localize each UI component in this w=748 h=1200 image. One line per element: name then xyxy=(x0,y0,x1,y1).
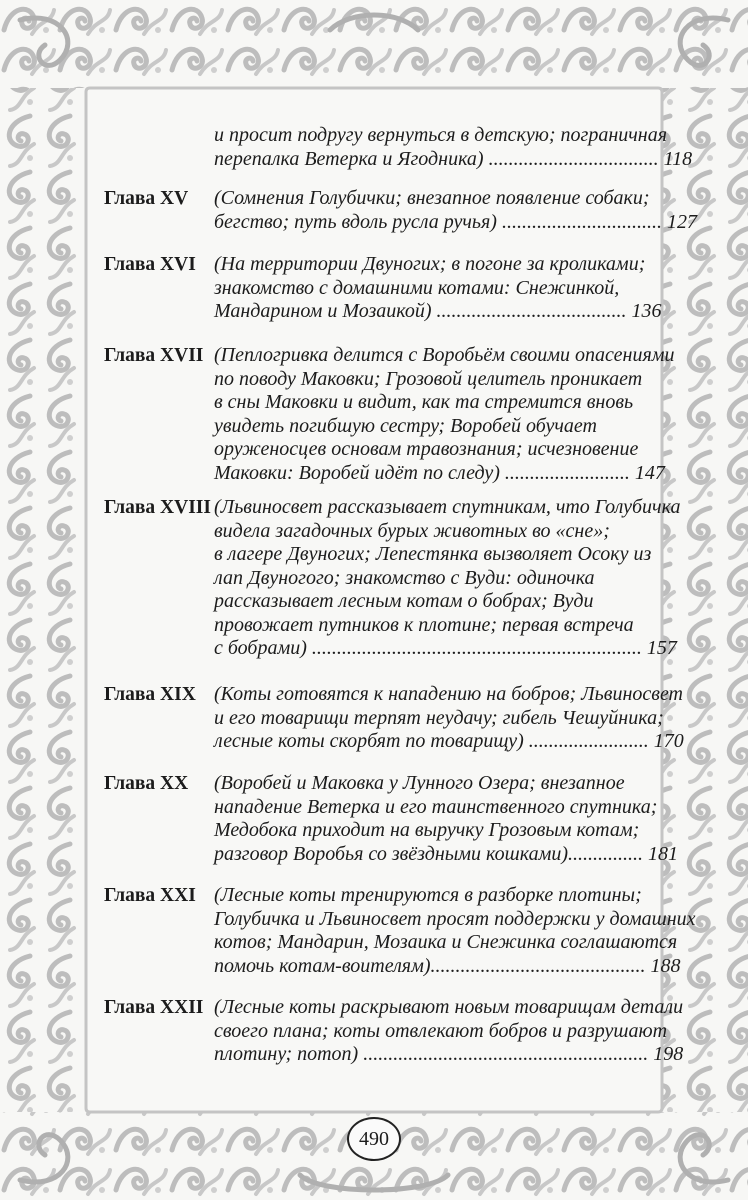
summary-line: оруженосцев основам травознания; исчезновение xyxy=(214,438,639,460)
chapter-label: Глава XXI xyxy=(104,885,196,906)
summary-line: (Лесные коты тренируются в разборке плотины; xyxy=(214,884,642,906)
chapter-summary xyxy=(214,772,679,866)
summary-line: лап Двуногого; знакомство с Вуди: одиночка xyxy=(214,566,595,589)
summary-line: Мандарином и Мозаикой) ...................................... 136 xyxy=(214,300,662,322)
summary-line: (На территории Двуногих; в погоне за кроликами; xyxy=(214,253,646,275)
summary-line: нападение Ветерка и его таинственного спутника; xyxy=(214,795,658,818)
chapter-summary xyxy=(214,996,684,1067)
chapter-label: Глава XV xyxy=(104,188,189,209)
summary-line: (Львиносвет рассказывает спутникам, что Голубичка xyxy=(214,496,681,518)
chapter-label: Глава XVI xyxy=(104,254,196,275)
summary-line: рассказывает лесным котам о бобрах; Вуди xyxy=(214,590,594,612)
summary-line: (Воробей и Маковка у Лунного Озера; внезапное xyxy=(214,772,625,794)
chapter-summary xyxy=(214,884,696,978)
summary-line: Маковки: Воробей идёт по следу) ......................... 147 xyxy=(214,461,665,484)
summary-line: в лагере Двуногих; Лепестянка вызволяет Осоку из xyxy=(214,543,652,565)
chapter-summary xyxy=(214,187,697,234)
chapter-label: Глава XVII xyxy=(104,345,204,366)
continued-entry xyxy=(214,124,693,171)
summary-line: в сны Маковки и видит, как та стремится вновь xyxy=(214,391,634,413)
summary-line: бегство; путь вдоль русла ручья) ................................ 127 xyxy=(214,210,697,233)
continued-line: и просит подругу вернуться в детскую; пограничная xyxy=(214,124,667,146)
summary-line: Медобока приходит на выручку Грозовым котам; xyxy=(214,819,640,841)
chapter-label: Глава XIX xyxy=(104,684,196,705)
chapter-label: Глава XVIII xyxy=(104,497,211,518)
chapter-label: Глава XX xyxy=(104,773,189,794)
chapter-summary xyxy=(214,344,675,485)
summary-line: по поводу Маковки; Грозовой целитель проникает xyxy=(214,367,643,390)
summary-line: лесные коты скорбят по товарищу) ........................ 170 xyxy=(214,730,684,752)
chapter-summary xyxy=(214,496,681,661)
summary-line: (Коты готовятся к нападению на бобров; Львиносвет xyxy=(214,683,684,705)
summary-line: провожает путников к плотине; первая встреча xyxy=(214,613,634,636)
summary-line: котов; Мандарин, Мозаика и Снежинка соглашаются xyxy=(214,931,678,953)
summary-line: помочь котам-воителям)........................................... 188 xyxy=(214,954,681,977)
summary-line: своего плана; коты отвлекают бобров и разрушают xyxy=(214,1019,668,1042)
summary-line: с бобрами) .................................................................. 157 xyxy=(214,637,677,659)
chapter-label: Глава XXII xyxy=(104,997,204,1018)
summary-line: (Лесные коты раскрывают новым товарищам детали xyxy=(214,996,684,1018)
continued-line: перепалка Ветерка и Ягодника) .................................. 118 xyxy=(214,147,693,170)
summary-line: плотину; потоп) ......................................................... 198 xyxy=(214,1043,684,1065)
page-number: 490 xyxy=(347,1117,401,1161)
summary-line: и его товарищи терпят неудачу; гибель Чешуйника; xyxy=(214,706,664,729)
summary-line: увидеть погибшую сестру; Воробей обучает xyxy=(214,414,597,437)
summary-line: видела загадочных бурых животных во «сне»; xyxy=(214,519,610,542)
summary-line: (Сомнения Голубички; внезапное появление собаки; xyxy=(214,187,650,209)
summary-line: Голубичка и Львиносвет просят поддержки у домашних xyxy=(214,907,696,930)
summary-line: разговор Воробья со звёздными кошками)............... 181 xyxy=(214,842,679,865)
summary-line: (Пеплогривка делится с Воробьём своими опасениями xyxy=(214,344,675,366)
chapter-summary xyxy=(214,253,662,324)
chapter-summary xyxy=(214,683,684,754)
summary-line: знакомство с домашними котами: Снежинкой, xyxy=(214,276,620,299)
